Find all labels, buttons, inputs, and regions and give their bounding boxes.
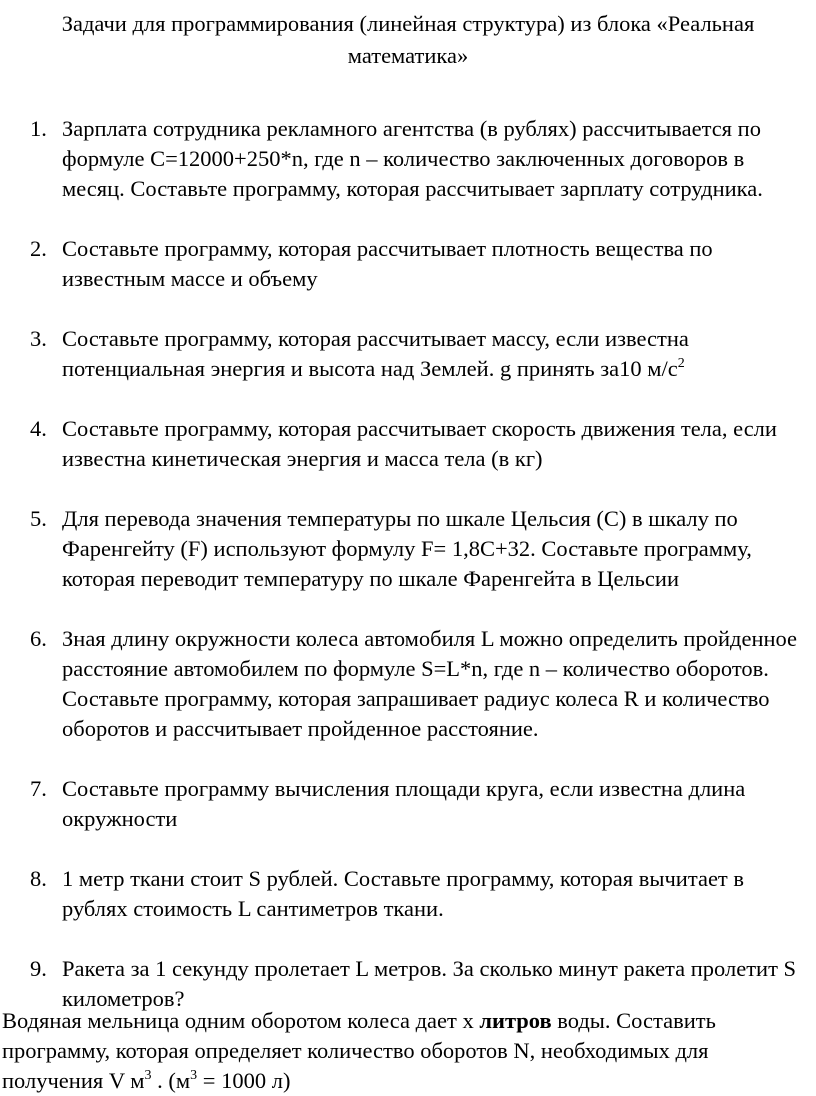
task-text: 1 метр ткани стоит S рублей. Составьте программу, которая вычитает в рублях стоимость L сантиметров ткани. <box>62 866 745 921</box>
task-text: Составьте программу, которая рассчитывает плотность вещества по известным массе и объему <box>62 236 713 291</box>
footer-text-3: . (м <box>151 1068 191 1093</box>
task-text: Составьте программу, которая рассчитывает массу, если известна потенциальная энергия и высота над Землей. g принять за10 м/с <box>62 326 689 381</box>
task-text: Зная длину окружности колеса автомобиля L можно определить пройденное расстояние автомобилем по формуле S=L*n, где n – количество оборотов. Составьте программу, которая запрашивает радиус колеса R и количество оборотов и рассчитывает пройденное расстояние. <box>62 626 798 741</box>
task-text: Ракета за 1 секунду пролетает L метров. За сколько минут ракета пролетит S километров? <box>62 956 797 1011</box>
list-item <box>0 324 816 384</box>
list-item <box>0 504 816 594</box>
page-title <box>0 8 816 72</box>
task-number: 2. <box>30 236 47 261</box>
title-line-2: математика» <box>347 43 469 68</box>
task-text: Составьте программу вычисления площади круга, если известна длина окружности <box>62 776 746 831</box>
list-item <box>0 864 816 924</box>
superscript: 3 <box>190 1068 198 1083</box>
footer-text-1: Водяная мельница одним оборотом колеса дает x <box>2 1008 480 1033</box>
list-item <box>0 774 816 834</box>
superscript: 2 <box>677 356 685 371</box>
task-number: 9. <box>30 956 47 981</box>
task-number: 3. <box>30 326 47 351</box>
superscript: 3 <box>144 1068 152 1083</box>
footer-text-2: воды. Составить программу, которая определяет количество оборотов N, необходимых для получения V м <box>2 1008 716 1093</box>
task-number: 8. <box>30 866 47 891</box>
task-text-wrapper <box>62 324 812 384</box>
task-number: 7. <box>30 776 47 801</box>
list-item <box>0 234 816 294</box>
task-text: Для перевода значения температуры по шкале Цельсия (С) в шкалу по Фаренгейту (F) используют формулу F= 1,8С+32. Составьте программу, которая переводит температуру по шкале Фаренгейта в Цельсии <box>62 506 752 591</box>
task-number: 1. <box>30 116 47 141</box>
task-number: 5. <box>30 506 47 531</box>
task-number: 4. <box>30 416 47 441</box>
list-item <box>0 414 816 474</box>
title-line-1: Задачи для программирования (линейная структура) из блока «Реальная <box>61 11 755 36</box>
task-text: Зарплата сотрудника рекламного агентства (в рублях) рассчитывается по формуле C=12000+250*n, где n – количество заключенных договоров в месяц. Составьте программу, которая рассчитывает зарплату сотрудника. <box>62 116 763 201</box>
list-item <box>0 624 816 744</box>
footer-text-4: = 1000 л) <box>197 1068 291 1093</box>
list-item <box>0 114 816 204</box>
list-item <box>0 954 816 1014</box>
footer-task <box>2 1006 814 1096</box>
footer-bold-text: литров <box>479 1008 552 1033</box>
task-list <box>0 114 816 1044</box>
task-number: 6. <box>30 626 47 651</box>
task-text: Составьте программу, которая рассчитывает скорость движения тела, если известна кинетическая энергия и масса тела (в кг) <box>62 416 777 471</box>
